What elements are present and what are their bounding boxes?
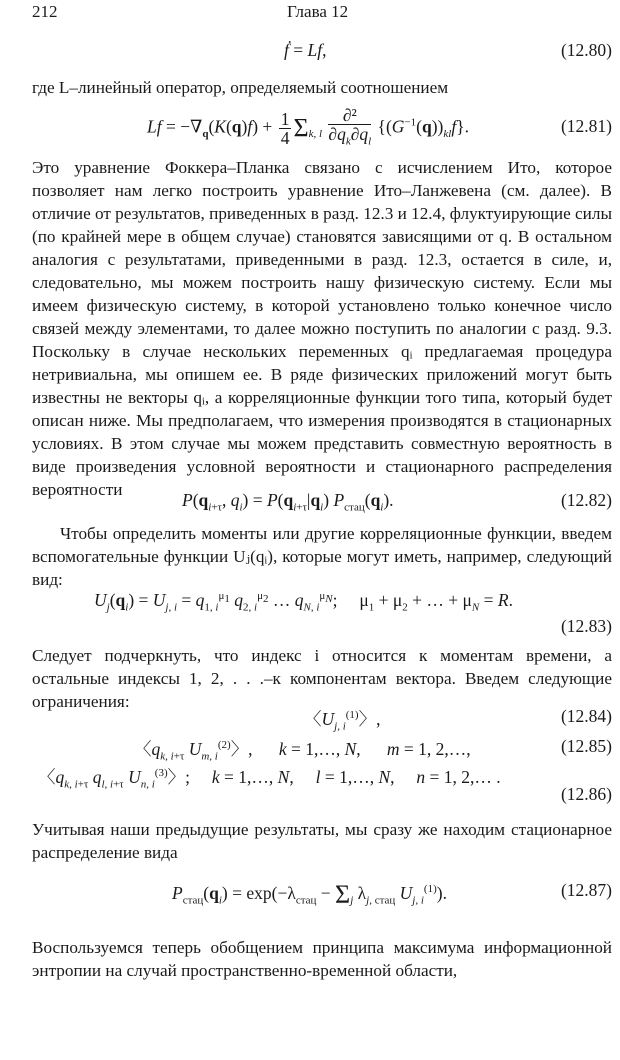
running-head: Глава 12	[287, 2, 349, 21]
paragraph: Следует подчеркнуть, что индекс i относится к моментам времени, а остальные индексы 1, 2, . . .–к компонентам вектора. Введем следующие ограничения:	[32, 646, 612, 711]
equation-12-85: 〈$q_{k, i+\tau}$ $U_{m, i}^{(2)}$〉, k = 1,…, N, m = 1, 2,…, (12.85)	[134, 736, 612, 763]
equation-12-84: 〈$U_{j, i}^{(1)}$〉, (12.84)	[304, 706, 612, 733]
equation-number: (12.84)	[560, 706, 612, 726]
page-number: 212	[32, 2, 58, 21]
paragraph: Чтобы определить моменты или другие корреляционные функции, введем вспомогательные функции Uⱼ(qᵢ), которые могут иметь, например, следующий вид:	[32, 524, 612, 589]
equation-number: (12.86)	[560, 784, 612, 804]
equation-12-83: $U_j(q_i) = U_{j, i} = q_{1, i}^{\mu_1}$ $q_{2, i}^{\mu_2}$ … $q_{N, i}^{\mu_N}$; $\mu_1 + \mu_2$ + … + $\mu_N = R$. (12.83)	[94, 590, 612, 636]
equation-12-82: $P(q_{i+\tau}$, $q_i) = P(q_{i+\tau}|q_i)$ $P_{стац}(q_i)$. (12.82)	[182, 490, 612, 514]
equation-number: (12.85)	[560, 736, 612, 756]
paragraph: Учитывая наши предыдущие результаты, мы сразу же находим стационарное распределение вида	[32, 820, 612, 862]
equation-number: (12.83)	[560, 616, 612, 636]
paragraph: где L–линейный оператор, определяемый соотношением	[32, 78, 449, 97]
equation-12-80: ḟ = Lf, (12.80)	[284, 40, 612, 60]
equation-number: (12.80)	[560, 40, 612, 60]
equation-12-86: 〈$q_{k, i+\tau}$ $q_{l, i+\tau}$ $U_{n, i}^{(3)}$〉; k = 1,…, N, l = 1,…, N, n = 1, 2,… . (12.86)	[38, 767, 612, 804]
paragraph: Это уравнение Фоккера–Планка связано с исчислением Ито, которое позволяет нам легко построить уравнение Ито–Ланжевена (см. далее). В отличие от результатов, приведенных в разд. 12.3 и 12.4, флуктуирующие силы (по крайней мере в общем случае) становятся зависящими от q. В остальном аналогия с результатами, приведенными в разд. 12.3, остается в силе, и, следовательно, мы можем построить нашу физическую систему. Если мы имеем физическую систему, в которой установлено только конечное число связей между элементами, то далее можно поступить по аналогии с разд. 9.3. Поскольку в случае нескольких переменных qᵢ предлагаемая процедура нетривиальна, мы опишем ее. В ряде физических приложений могут быть известны не векторы qᵢ, а корреляционные функции того типа, который будет описан ниже. Мы предполагаем, что измерения производятся в стационарных условиях. В этом случае мы можем представить совместную вероятность в виде произведения условной вероятности и стационарного распределения вероятности	[32, 158, 612, 499]
equation-number: (12.81)	[560, 116, 612, 136]
paragraph: Воспользуемся теперь обобщением принципа максимума информационной энтропии на случай пространственно-временной области,	[32, 938, 612, 980]
equation-number: (12.82)	[560, 490, 612, 510]
page-header	[32, 2, 588, 24]
equation-number: (12.87)	[560, 880, 612, 900]
equation-12-81: $Lf = -\nabla_q(K(q)f)$ + $\frac{1}{4}$ $\Sigma_{k, l}$ $\frac{\text{∂²}}{\partial q_k\partial q_l}$ $\{(G^{-1}(q))_{kl}f\}$. (12.81)	[147, 105, 612, 148]
equation-12-87: $P_{стац}(q_i) = \exp(-\lambda_{стац} - \Sigma_j$ $\lambda_{j, стац}$ $U_{j, i}^{(1)}$). (12.87)	[172, 880, 612, 909]
